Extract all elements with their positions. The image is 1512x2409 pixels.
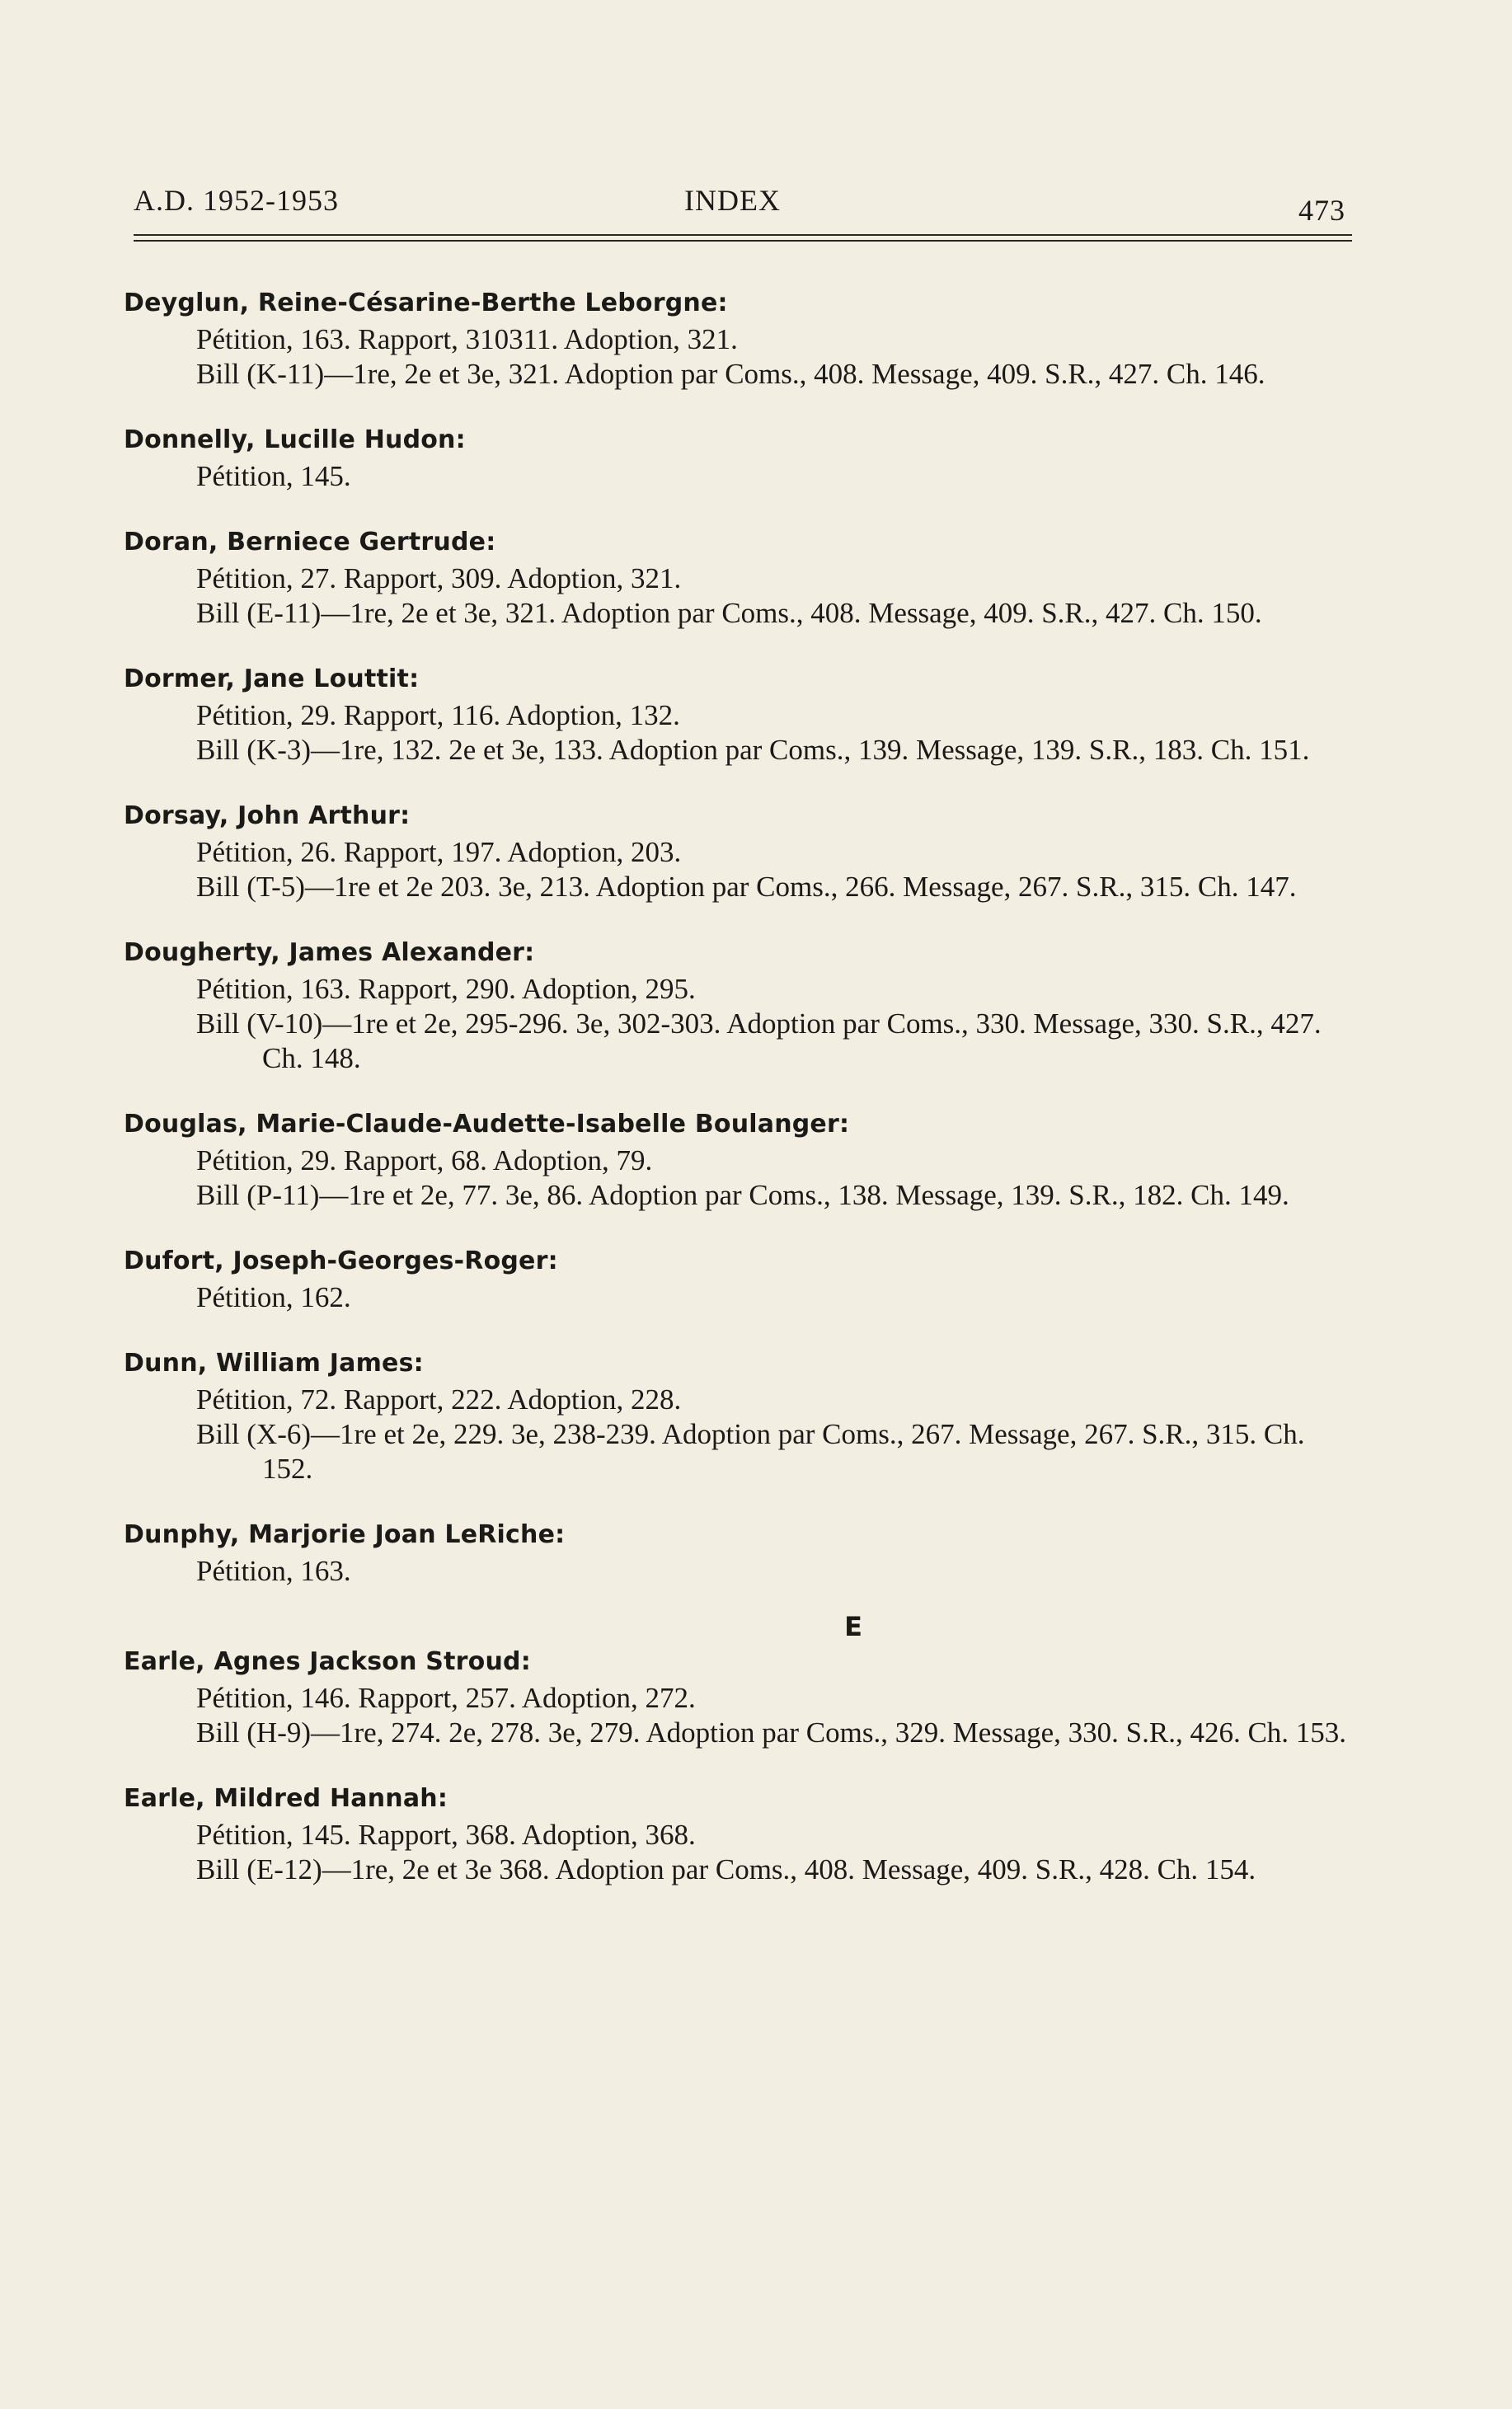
entry-petition: Pétition, 27. Rapport, 309. Adoption, 321. <box>196 562 682 594</box>
page-number: 473 <box>1298 194 1345 227</box>
entry-petition: Pétition, 163. Rapport, 290. Adoption, 295. <box>196 973 696 1005</box>
entry-name: Dunn, William James: <box>124 1349 424 1378</box>
entry-petition: Pétition, 26. Rapport, 197. Adoption, 203. <box>196 836 682 868</box>
section-letter: E <box>844 1611 862 1642</box>
entry-petition: Pétition, 29. Rapport, 116. Adoption, 132. <box>196 699 680 731</box>
entry-bill: Bill (K-11)—1re, 2e et 3e, 321. Adoption par Coms., 408. Message, 409. S.R., 427. Ch. 146. <box>196 358 1265 390</box>
index-entry <box>124 934 1352 1076</box>
entry-petition: Pétition, 29. Rapport, 68. Adoption, 79. <box>196 1144 653 1176</box>
entry-name: Earle, Mildred Hannah: <box>124 1784 448 1813</box>
index-entry <box>124 1345 1352 1486</box>
entry-petition: Pétition, 146. Rapport, 257. Adoption, 272. <box>196 1682 696 1714</box>
entry-name: Dunphy, Marjorie Joan LeRiche: <box>124 1520 566 1549</box>
header-rule-bottom <box>134 240 1352 242</box>
entry-name: Dorsay, John Arthur: <box>124 801 411 830</box>
entry-bill: Bill (H-9)—1re, 274. 2e, 278. 3e, 279. Adoption par Coms., 329. Message, 330. S.R., 426. Ch. 153. <box>196 1716 1347 1749</box>
entry-name: Dormer, Jane Louttit: <box>124 664 420 693</box>
entry-name: Earle, Agnes Jackson Stroud: <box>124 1647 531 1676</box>
entry-bill: Bill (K-3)—1re, 132. 2e et 3e, 133. Adoption par Coms., 139. Message, 139. S.R., 183. Ch. 151. <box>196 734 1310 766</box>
entry-petition: Pétition, 163. Rapport, 310311. Adoption, 321. <box>196 323 738 355</box>
index-page <box>124 165 1352 1917</box>
index-entry <box>124 524 1352 631</box>
index-entry <box>124 1643 1352 1750</box>
entry-bill: Bill (X-6)—1re et 2e, 229. 3e, 238-239. Adoption par Coms., 267. Message, 267. S.R., 315. Ch. 152. <box>196 1418 1305 1485</box>
index-entry <box>124 1516 1352 1589</box>
index-entry <box>124 284 1352 392</box>
entry-bill: Bill (E-11)—1re, 2e et 3e, 321. Adoption par Coms., 408. Message, 409. S.R., 427. Ch. 150. <box>196 597 1262 629</box>
entry-petition: Pétition, 163. <box>196 1555 351 1587</box>
entry-bill: Bill (E-12)—1re, 2e et 3e 368. Adoption par Coms., 408. Message, 409. S.R., 428. Ch. 154. <box>196 1853 1256 1885</box>
entry-petition: Pétition, 145. Rapport, 368. Adoption, 368. <box>196 1819 696 1851</box>
index-entry <box>124 1106 1352 1213</box>
index-entry <box>124 660 1352 768</box>
entry-name: Douglas, Marie-Claude-Audette-Isabelle Boulanger: <box>124 1110 850 1139</box>
entry-name: Dougherty, James Alexander: <box>124 938 535 967</box>
entry-petition: Pétition, 145. <box>196 460 351 492</box>
entry-petition: Pétition, 72. Rapport, 222. Adoption, 228. <box>196 1383 682 1416</box>
index-entry <box>124 1780 1352 1887</box>
index-entry <box>124 421 1352 494</box>
entry-name: Donnelly, Lucille Hudon: <box>124 425 466 454</box>
entry-name: Doran, Berniece Gertrude: <box>124 528 496 556</box>
header-years: A.D. 1952-1953 <box>134 184 339 217</box>
header-rule-top <box>134 234 1352 236</box>
index-entry <box>124 797 1352 904</box>
header-title: INDEX <box>684 184 781 217</box>
entry-bill: Bill (V-10)—1re et 2e, 295-296. 3e, 302-303. Adoption par Coms., 330. Message, 330. S.R., 427. Ch. 148. <box>196 1007 1322 1074</box>
entry-petition: Pétition, 162. <box>196 1281 351 1313</box>
entry-name: Dufort, Joseph-Georges-Roger: <box>124 1247 558 1275</box>
entry-name: Deyglun, Reine-Césarine-Berthe Leborgne: <box>124 289 728 317</box>
index-entries <box>124 284 1352 1887</box>
entry-bill: Bill (T-5)—1re et 2e 203. 3e, 213. Adoption par Coms., 266. Message, 267. S.R., 315. Ch. 147. <box>196 871 1297 903</box>
index-entry <box>124 1242 1352 1315</box>
page-header <box>124 165 1352 227</box>
entry-bill: Bill (P-11)—1re et 2e, 77. 3e, 86. Adoption par Coms., 138. Message, 139. S.R., 182. Ch. 149. <box>196 1179 1289 1211</box>
